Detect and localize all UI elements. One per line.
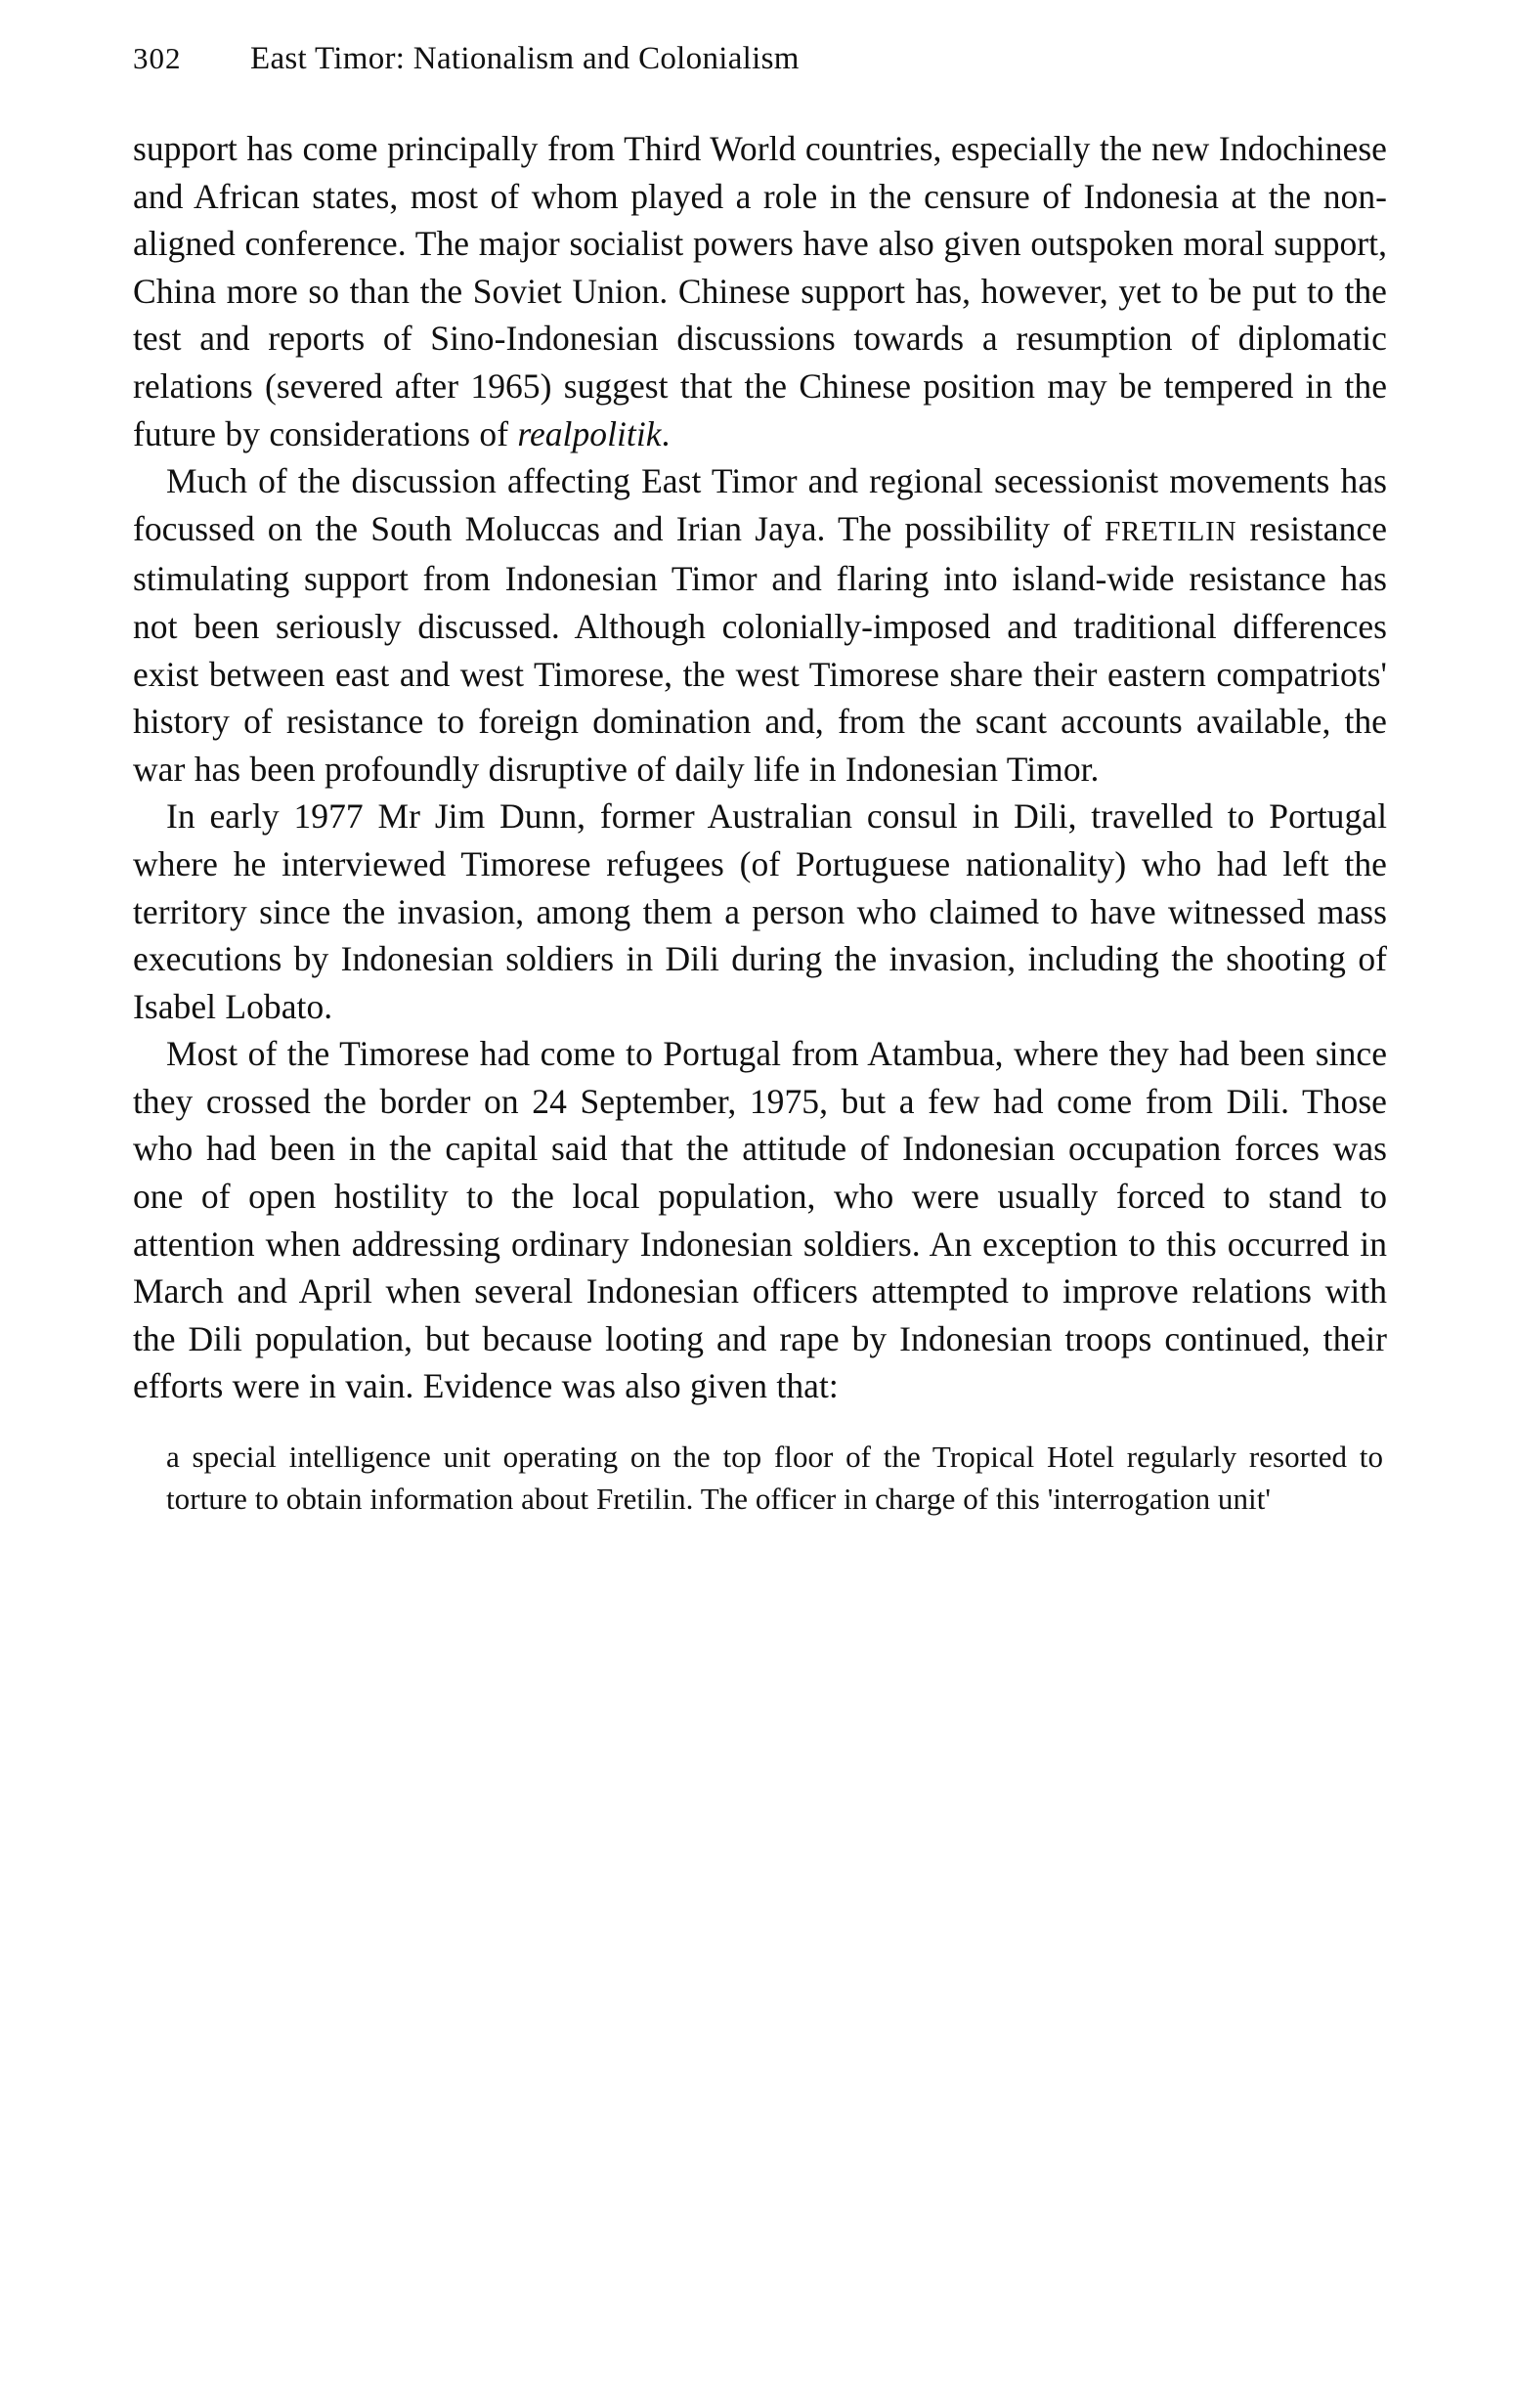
italic-realpolitik: realpolitik <box>517 413 662 453</box>
running-head <box>133 41 1384 86</box>
smallcaps-fretilin: FRETILIN <box>1105 515 1237 547</box>
paragraph-2-text-b: resistance stimulating support from Indonesian Timor and flaring into island-wide resistance has not been seriously discussed. Although colonially-imposed and traditional differences exist between east and west Timorese, the west Timorese share their eastern compatriots' history of resistance to foreign domination and, from the scant accounts available, the war has been profoundly disruptive of daily life in Indonesian Timor. <box>133 508 1388 789</box>
page-number: 302 <box>133 41 182 75</box>
paragraph-continued <box>133 125 1387 457</box>
paragraph-2 <box>133 457 1387 793</box>
paragraph-1-text-a: support has come principally from Third World countries, especially the new Indochinese and African states, most of whom played a role in the censure of Indonesia at the non-aligned conference. The major socialist powers have also given outspoken moral support, China more so than the Soviet Union. Chinese support has, however, yet to be put to the test and reports of Sino-Indonesian discussions towards a resumption of diplomatic relations (severed after <box>133 129 1387 406</box>
day-24: 24 <box>532 1081 567 1121</box>
paragraph-1-text-c: . <box>661 413 671 453</box>
paragraph-1-text-b: ) suggest that the Chinese position may be tempered in the future by considerations of <box>133 366 1388 453</box>
year-1965: 1965 <box>470 366 541 406</box>
paragraph-4-text-c: , but a few had come from Dili. Those who had been in the capital said that the attitude of Indonesian occupation forces was one of open hostility to the local population, who were usually forced to stand to attention when addressing ordinary Indonesian soldiers. An exception to this occurred in March and April when several Indonesian officers attempted to improve relations with the Dili population, but because looting and rape by Indonesian troops continued, their efforts were in vain. Evidence was also given that: <box>133 1081 1387 1406</box>
paragraph-4-text-a: Most of the Timorese had come to Portugal from Atambua, where they had been since they crossed the border on <box>133 1034 1387 1121</box>
text-block <box>133 125 1387 1520</box>
quotation-text: a special intelligence unit operating on the top floor of the Tropical Hotel regularly resorted to torture to obtain information about Fretilin. The officer in charge of this 'interrogation unit' <box>166 1440 1383 1517</box>
paragraph-4 <box>133 1030 1387 1410</box>
year-1977: 1977 <box>293 796 364 837</box>
paragraph-2-text-a: Much of the discussion affecting East Timor and regional secessionist movements has focussed on the South Moluccas and Irian Jaya. The possibility of <box>133 461 1387 548</box>
paragraph-3-text-a: In early <box>166 796 294 837</box>
block-quotation <box>133 1436 1387 1520</box>
running-head-title: East Timor: Nationalism and Colonialism <box>250 41 800 76</box>
paragraph-3 <box>133 793 1387 1030</box>
year-1975: 1975 <box>749 1081 820 1121</box>
paragraph-4-text-b: September, <box>566 1081 750 1121</box>
paragraph-3-text-b: Mr Jim Dunn, former Australian consul in Dili, travelled to Portugal where he interviewed Timorese refugees (of Portuguese nationality) who had left the territory since the invasion, among them a person who claimed to have witnessed mass executions by Indonesian soldiers in Dili during the invasion, including the shooting of Isabel Lobato. <box>133 796 1387 1026</box>
